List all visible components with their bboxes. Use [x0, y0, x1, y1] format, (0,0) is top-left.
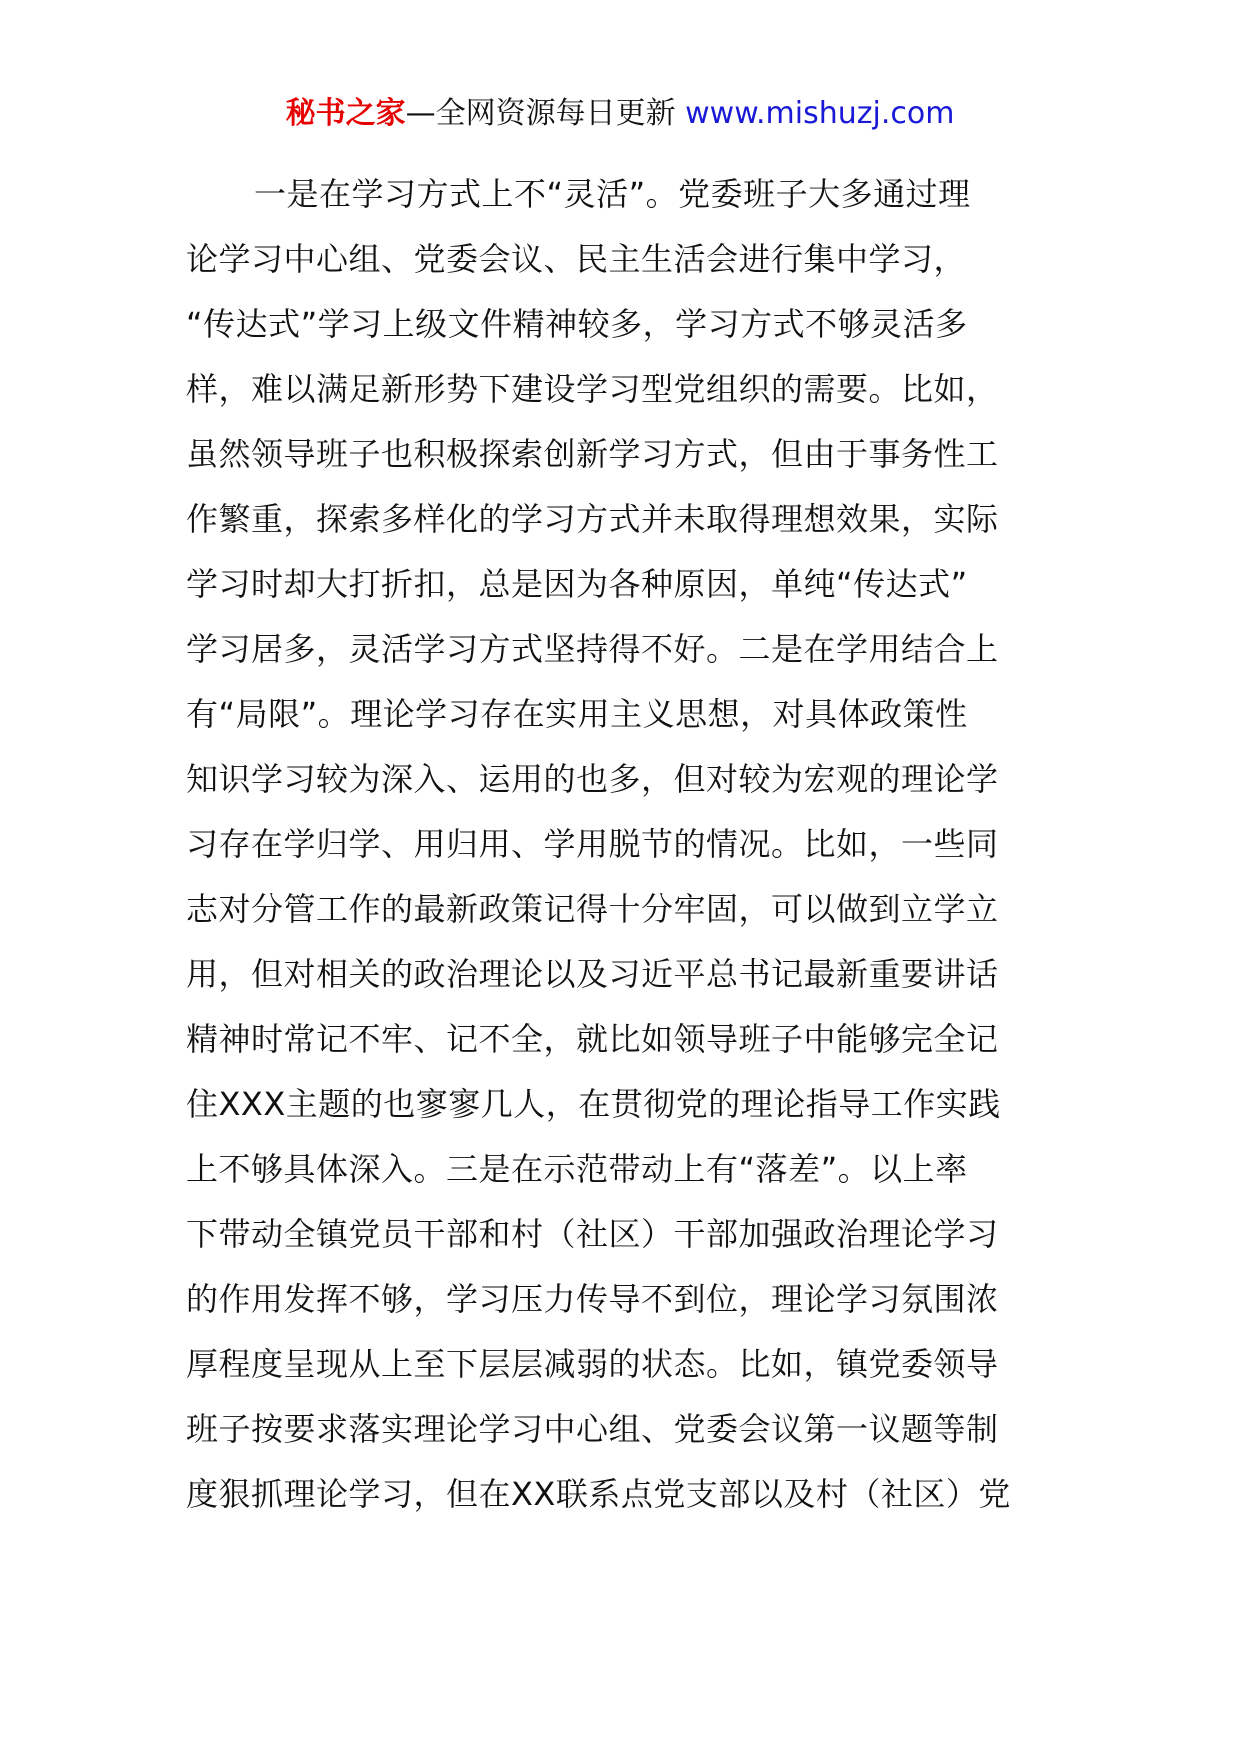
paragraph-line: 学习时却大打折扣，总是因为各种原因，单纯“传达式”	[186, 565, 968, 603]
paragraph-line: 有“局限”。理论学习存在实用主义思想，对具体政策性	[186, 695, 968, 733]
paragraph-line: “传达式”学习上级文件精神较多，学习方式不够灵活多	[186, 305, 968, 343]
paragraph-line: 住XXX主题的也寥寥几人，在贯彻党的理论指导工作实践	[186, 1085, 1001, 1123]
paragraph-line: 下带动全镇党员干部和村（社区）干部加强政治理论学习	[186, 1215, 999, 1253]
paragraph-line: 用，但对相关的政治理论以及习近平总书记最新重要讲话	[186, 955, 999, 993]
paragraph-line: 一是在学习方式上不“灵活”。党委班子大多通过理	[254, 175, 971, 213]
site-header	[0, 92, 1240, 136]
paragraph-line: 上不够具体深入。三是在示范带动上有“落差”。以上率	[186, 1150, 968, 1188]
document-body	[186, 162, 1086, 1527]
paragraph-line: 作繁重，探索多样化的学习方式并未取得理想效果，实际	[186, 500, 999, 538]
site-brand: 秘书之家	[285, 96, 406, 131]
paragraph-line: 学习居多，灵活学习方式坚持得不好。二是在学用结合上	[186, 630, 999, 668]
paragraph-line: 论学习中心组、党委会议、民主生活会进行集中学习，	[186, 240, 967, 278]
paragraph-line: 精神时常记不牢、记不全，就比如领导班子中能够完全记	[186, 1020, 999, 1058]
paragraph-line: 志对分管工作的最新政策记得十分牢固，可以做到立学立	[186, 890, 999, 928]
paragraph-line: 的作用发挥不够，学习压力传导不到位，理论学习氛围浓	[186, 1280, 999, 1318]
site-tagline: —全网资源每日更新	[405, 96, 676, 131]
paragraph-line: 习存在学归学、用归用、学用脱节的情况。比如，一些同	[186, 825, 999, 863]
paragraph-line: 虽然领导班子也积极探索创新学习方式，但由于事务性工	[186, 435, 999, 473]
paragraph-line: 知识学习较为深入、运用的也多，但对较为宏观的理论学	[186, 760, 999, 798]
site-url-link[interactable]: www.mishuzj.com	[685, 96, 955, 131]
paragraph-line: 厚程度呈现从上至下层层减弱的状态。比如，镇党委领导	[186, 1345, 999, 1383]
paragraph-line: 班子按要求落实理论学习中心组、党委会议第一议题等制	[186, 1410, 999, 1448]
paragraph-line: 样，难以满足新形势下建设学习型党组织的需要。比如，	[186, 370, 999, 408]
paragraph-line: 度狠抓理论学习，但在XX联系点党支部以及村（社区）党	[186, 1475, 1011, 1513]
